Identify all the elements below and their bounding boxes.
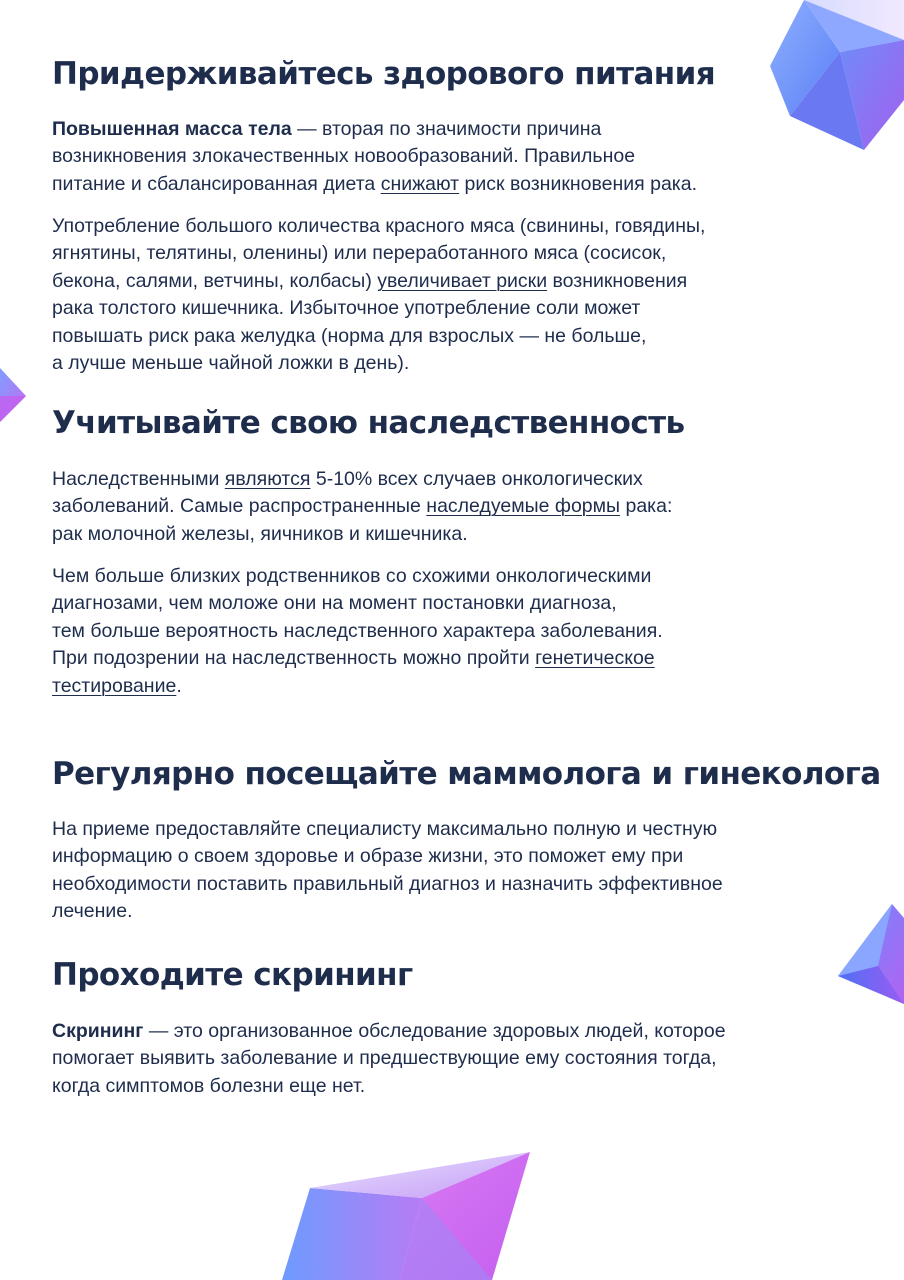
text: На приеме предоставляйте специалисту максимально полную и честную: [52, 818, 718, 840]
text: бекона, салями, ветчины, колбасы): [52, 269, 378, 292]
paragraph-screening-1: [52, 1018, 832, 1100]
text: Чем больше близких родственников со схожими онкологическими: [52, 565, 652, 587]
text: помогает выявить заболевание и предшествующие ему состояния тогда,: [52, 1047, 717, 1070]
section-title-screening: Проходите скрининг: [52, 957, 413, 993]
paragraph-doctors-1: [52, 816, 832, 926]
text: диагнозами, чем моложе они на момент постановки диагноза,: [52, 592, 617, 615]
link-are[interactable]: являются: [224, 468, 311, 490]
text: тем больше вероятность наследственного характера заболевания.: [52, 619, 663, 642]
section-title-heredity: Учитывайте свою наследственность: [52, 405, 685, 441]
text: когда симптомов болезни еще нет.: [52, 1074, 366, 1097]
text: заболеваний. Самые распространенные: [52, 495, 427, 518]
paragraph-heredity-1: [52, 466, 832, 548]
text: Употребление большого количества красного мяса (свинины, говядины,: [52, 215, 706, 237]
crystal-bottom-icon: [282, 1152, 532, 1280]
text: возникновения: [547, 269, 688, 292]
text: 5-10% всех случаев онкологических: [310, 468, 643, 490]
link-genetic-testing-1[interactable]: генетическое: [535, 647, 655, 670]
text: а лучше меньше чайной ложки в день).: [52, 352, 410, 375]
link-hereditary-forms[interactable]: наследуемые формы: [426, 495, 621, 518]
text: ягнятины, телятины, оленины) или переработанного мяса (сосисок,: [52, 242, 667, 265]
text: рака толстого кишечника. Избыточное употребление соли может: [52, 297, 641, 320]
text: рака:: [620, 495, 673, 518]
text: риск возникновения рака.: [459, 172, 698, 195]
text: необходимости поставить правильный диагноз и назначить эффективное: [52, 872, 723, 895]
paragraph-nutrition-1: [52, 116, 832, 198]
section-title-doctors: Регулярно посещайте маммолога и гинеколога: [52, 756, 881, 792]
term-screening: Скрининг: [52, 1020, 144, 1042]
link-genetic-testing-2[interactable]: тестирование: [52, 674, 177, 697]
text: .: [176, 674, 182, 697]
paragraph-heredity-2: [52, 563, 832, 700]
paragraph-nutrition-2: [52, 213, 832, 377]
text: — вторая по значимости причина: [291, 118, 602, 140]
text: Наследственными: [52, 468, 225, 490]
text: лечение.: [52, 900, 133, 923]
text: — это организованное обследование здоровых людей, которое: [143, 1020, 726, 1042]
crystal-left-icon: [0, 368, 30, 422]
link-increase-risks[interactable]: увеличивает риски: [377, 269, 548, 292]
text: питание и сбалансированная диета: [52, 172, 381, 195]
term-overweight: Повышенная масса тела: [52, 118, 292, 140]
text: повышать риск рака желудка (норма для взрослых — не больше,: [52, 324, 647, 347]
text: информацию о своем здоровье и образе жизни, это поможет ему при: [52, 845, 684, 868]
section-title-nutrition: Придерживайтесь здорового питания: [52, 56, 716, 92]
text: возникновения злокачественных новообразований. Правильное: [52, 145, 636, 168]
text: рак молочной железы, яичников и кишечника.: [52, 522, 468, 545]
crystal-right-icon: [838, 904, 904, 1004]
link-reduce[interactable]: снижают: [380, 172, 460, 195]
text: При подозрении на наследственность можно пройти: [52, 647, 536, 670]
